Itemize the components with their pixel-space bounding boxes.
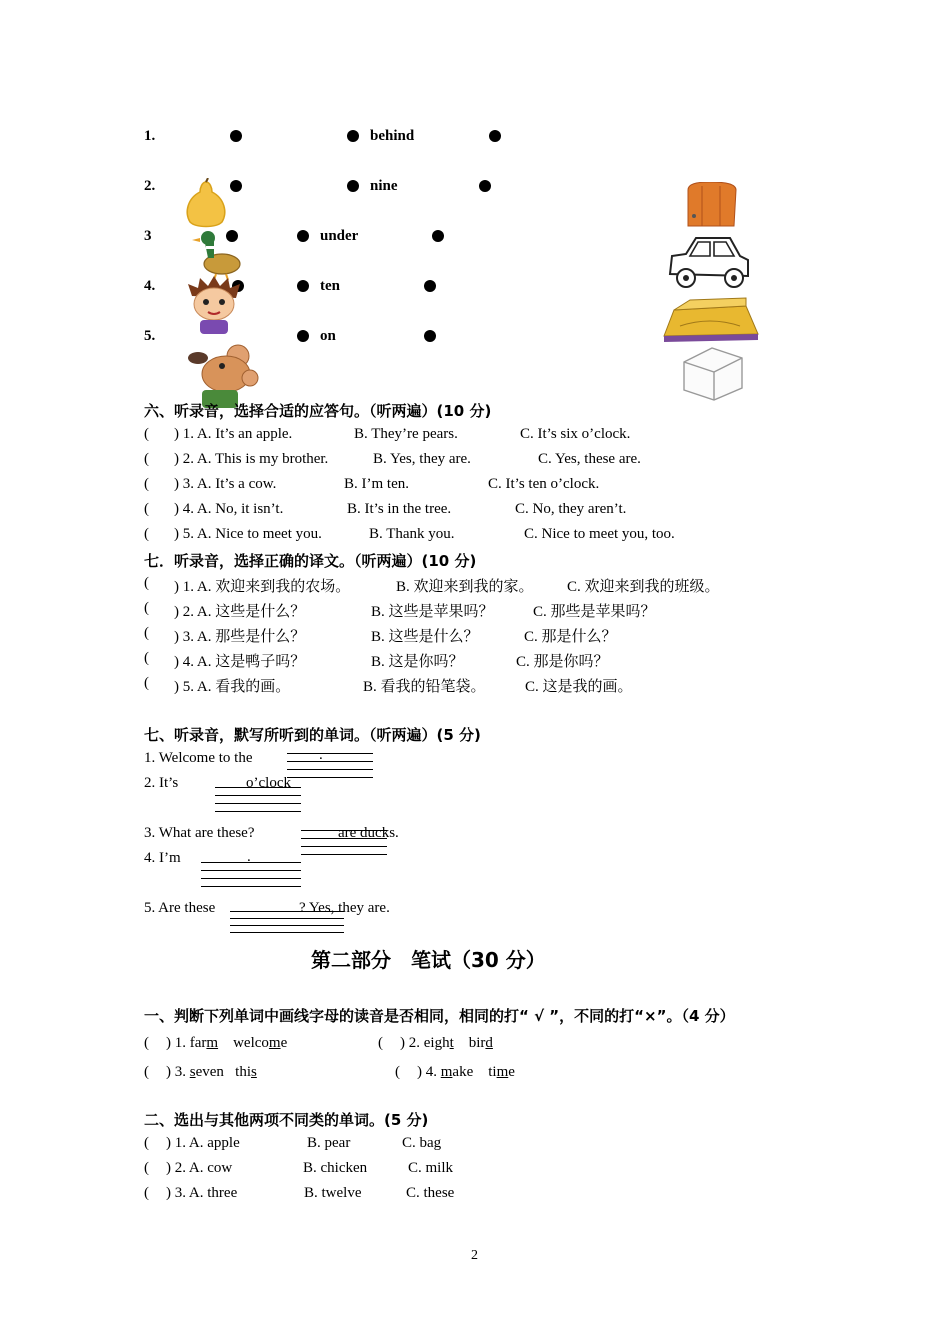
answer-bracket[interactable]: ( bbox=[144, 600, 149, 616]
chair-icon bbox=[682, 182, 740, 228]
answer-bracket[interactable]: ( bbox=[144, 426, 149, 442]
option-a: ) 3. A. 那些是什么？ bbox=[174, 629, 306, 645]
option-a: ) 2. A. cow bbox=[166, 1160, 233, 1176]
dictation-q5: 5. Are these bbox=[144, 900, 216, 916]
dictation-title: 七、听录音，默写所听到的单词。（听两遍）(5 分) bbox=[144, 726, 481, 744]
option-c: C. 那是你吗？ bbox=[516, 654, 609, 670]
answer-bracket[interactable]: ( bbox=[144, 575, 149, 591]
match-word-4: ten bbox=[320, 278, 340, 294]
answer-bracket[interactable]: ( bbox=[144, 1064, 149, 1080]
option-b: B. 这些是苹果吗？ bbox=[371, 604, 494, 620]
option-c: C. these bbox=[406, 1185, 455, 1201]
blank-line[interactable] bbox=[201, 870, 301, 871]
pear-icon bbox=[180, 178, 232, 230]
match-word-2: nine bbox=[370, 178, 398, 194]
match-dot[interactable] bbox=[347, 130, 359, 142]
match-dot[interactable] bbox=[347, 180, 359, 192]
option-c: C. 那些是苹果吗？ bbox=[533, 604, 656, 620]
option-c: C. 这是我的画。 bbox=[525, 679, 633, 695]
dictation-q5-tail: ? Yes, they are. bbox=[299, 900, 390, 916]
bed-icon bbox=[660, 296, 760, 342]
match-dot[interactable] bbox=[230, 130, 242, 142]
option-a: ) 2. A. 这些是什么？ bbox=[174, 604, 306, 620]
match-dot[interactable] bbox=[424, 330, 436, 342]
option-a: ) 5. A. 看我的画。 bbox=[174, 679, 291, 695]
box-icon bbox=[678, 344, 748, 404]
answer-bracket[interactable]: ( bbox=[144, 476, 149, 492]
option-c: C. It’s ten o’clock. bbox=[488, 476, 600, 492]
section-seven-title: 七．听录音，选择正确的译文。（听两遍）(10 分) bbox=[144, 552, 477, 570]
dictation-q4-dot: . bbox=[247, 849, 251, 865]
option-b: B. I’m ten. bbox=[344, 476, 409, 492]
option-b: B. It’s in the tree. bbox=[347, 501, 452, 517]
match-word-1: behind bbox=[370, 128, 415, 144]
match-dot[interactable] bbox=[479, 180, 491, 192]
phonics-item-2: ) 2. eight bird bbox=[400, 1035, 493, 1051]
option-b: B. 欢迎来到我的家。 bbox=[396, 579, 534, 595]
option-c: C. milk bbox=[408, 1160, 454, 1176]
boy-icon bbox=[184, 276, 246, 334]
option-b: B. 这是你吗？ bbox=[371, 654, 464, 670]
car-icon bbox=[664, 230, 754, 294]
blank-line[interactable] bbox=[230, 918, 344, 919]
match-dot[interactable] bbox=[297, 330, 309, 342]
written-two-title: 二、选出与其他两项不同类的单词。(5 分) bbox=[144, 1111, 429, 1129]
option-b: B. Thank you. bbox=[369, 526, 455, 542]
option-a: ) 3. A. three bbox=[166, 1185, 238, 1201]
answer-bracket[interactable]: ( bbox=[144, 625, 149, 641]
match-dot[interactable] bbox=[297, 280, 309, 292]
dictation-q1: 1. Welcome to the bbox=[144, 750, 253, 766]
page-number: 2 bbox=[471, 1248, 478, 1263]
option-a: ) 3. A. It’s a cow. bbox=[174, 476, 277, 492]
answer-bracket[interactable]: ( bbox=[144, 675, 149, 691]
answer-bracket[interactable]: ( bbox=[144, 1185, 149, 1201]
phonics-item-1: ) 1. farm welcome bbox=[166, 1035, 288, 1051]
option-a: ) 4. A. No, it isn’t. bbox=[174, 501, 284, 517]
dictation-q3-tail: are ducks. bbox=[338, 825, 399, 841]
option-a: ) 2. A. This is my brother. bbox=[174, 451, 329, 467]
option-a: ) 4. A. 这是鸭子吗？ bbox=[174, 654, 306, 670]
option-b: B. pear bbox=[307, 1135, 351, 1151]
option-a: ) 1. A. It’s an apple. bbox=[174, 426, 293, 442]
dictation-q2: 2. It’s bbox=[144, 775, 179, 791]
answer-bracket[interactable]: ( bbox=[144, 1160, 149, 1176]
option-c: C. No, they aren’t. bbox=[515, 501, 627, 517]
option-b: B. They’re pears. bbox=[354, 426, 458, 442]
match-num-1: 1. bbox=[144, 128, 156, 144]
option-b: B. chicken bbox=[303, 1160, 368, 1176]
match-num-2: 2. bbox=[144, 178, 156, 194]
option-c: C. 欢迎来到我的班级。 bbox=[567, 579, 720, 595]
dictation-q3: 3. What are these? bbox=[144, 825, 255, 841]
match-num-3: 3 bbox=[144, 228, 152, 244]
answer-bracket[interactable]: ( bbox=[144, 1135, 149, 1151]
option-b: B. Yes, they are. bbox=[373, 451, 471, 467]
dictation-q1-dot: . bbox=[319, 747, 323, 763]
option-c: C. Yes, these are. bbox=[538, 451, 641, 467]
match-num-5: 5. bbox=[144, 328, 156, 344]
answer-bracket[interactable]: ( bbox=[378, 1035, 383, 1051]
option-a: ) 5. A. Nice to meet you. bbox=[174, 526, 322, 542]
blank-line[interactable] bbox=[215, 795, 301, 796]
match-dot[interactable] bbox=[432, 230, 444, 242]
option-a: ) 1. A. 欢迎来到我的农场。 bbox=[174, 579, 351, 595]
match-word-5: on bbox=[320, 328, 336, 344]
option-c: C. 那是什么？ bbox=[524, 629, 617, 645]
option-b: B. twelve bbox=[304, 1185, 362, 1201]
option-b: B. 看我的铅笔袋。 bbox=[363, 679, 486, 695]
blank-line[interactable] bbox=[287, 761, 373, 762]
match-num-4: 4. bbox=[144, 278, 156, 294]
option-b: B. 这些是什么？ bbox=[371, 629, 479, 645]
section-six-title: 六、听录音，选择合适的应答句。（听两遍）(10 分) bbox=[144, 402, 492, 420]
dictation-q2-tail: o’clock bbox=[246, 775, 291, 791]
match-word-3: under bbox=[320, 228, 359, 244]
match-dot[interactable] bbox=[424, 280, 436, 292]
answer-bracket[interactable]: ( bbox=[395, 1064, 400, 1080]
phonics-item-3: ) 3. seven this bbox=[166, 1064, 257, 1080]
dictation-q4: 4. I’m bbox=[144, 850, 181, 866]
answer-bracket[interactable]: ( bbox=[144, 451, 149, 467]
option-c: C. Nice to meet you, too. bbox=[524, 526, 675, 542]
written-one-title: 一、判断下列单词中画线字母的读音是否相同，相同的打“ √ ”，不同的打“×”。（4 分） bbox=[144, 1007, 735, 1025]
match-dot[interactable] bbox=[297, 230, 309, 242]
answer-bracket[interactable]: ( bbox=[144, 501, 149, 517]
answer-bracket[interactable]: ( bbox=[144, 1035, 149, 1051]
answer-bracket[interactable]: ( bbox=[144, 650, 149, 666]
answer-bracket[interactable]: ( bbox=[144, 526, 149, 542]
duck-icon bbox=[188, 228, 244, 280]
phonics-item-4: ) 4. make time bbox=[417, 1064, 515, 1080]
part-two-title: 第二部分 笔试（30 分） bbox=[311, 948, 546, 972]
match-dot[interactable] bbox=[489, 130, 501, 142]
option-a: ) 1. A. apple bbox=[166, 1135, 240, 1151]
option-c: C. bag bbox=[402, 1135, 442, 1151]
option-c: C. It’s six o’clock. bbox=[520, 426, 631, 442]
